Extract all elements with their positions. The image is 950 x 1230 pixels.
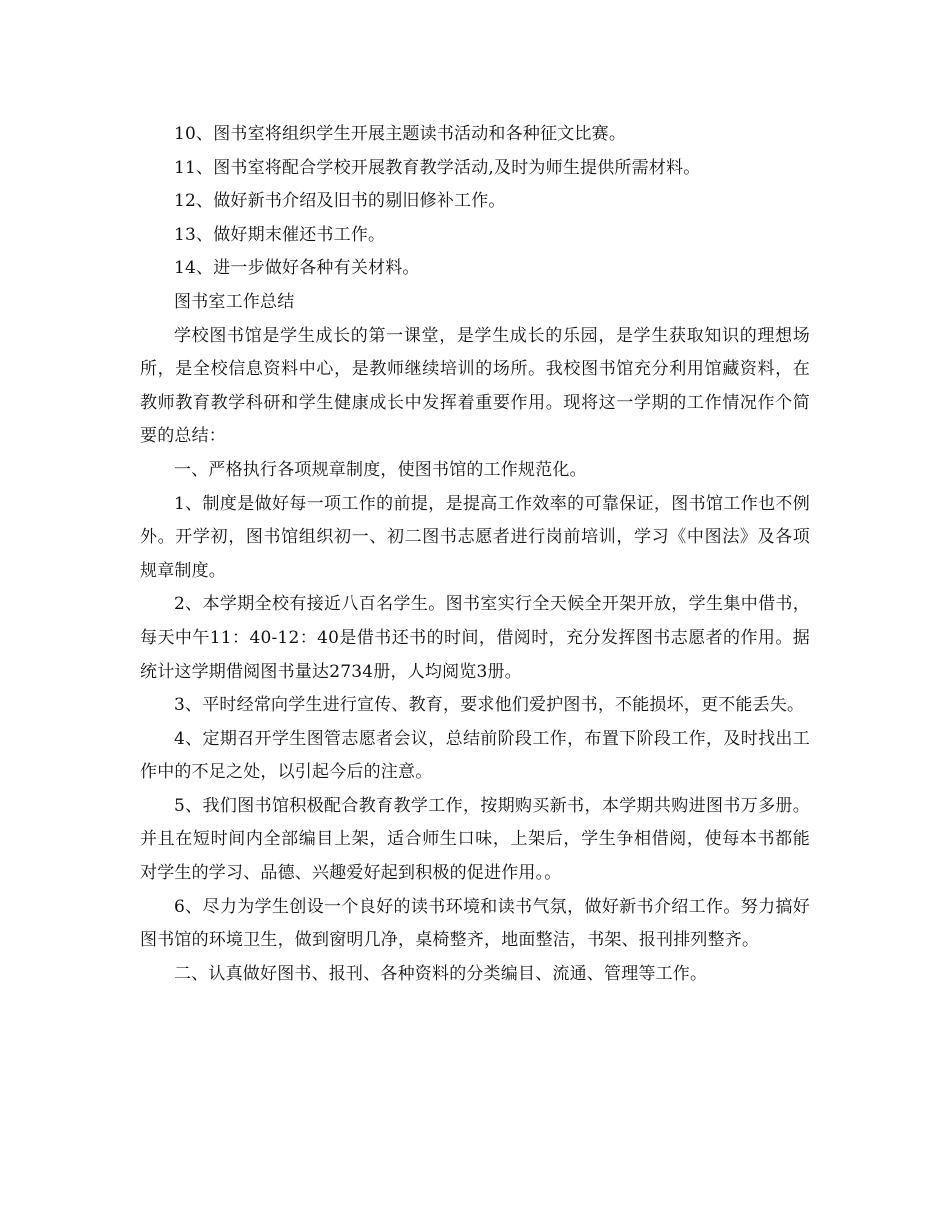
intro-paragraph: 学校图书馆是学生成长的第一课堂，是学生成长的乐园，是学生获取知识的理想场所，是全校信息资料中心，是教师继续培训的场所。我校图书馆充分利用馆藏资料，在教师教育教学科研和学生健康成长中发挥着重要作用。现将这一学期的工作情况作个简要的总结： <box>140 325 810 447</box>
document-body <box>140 118 810 991</box>
paragraph-item-14: 14、进一步做好各种有关材料。 <box>174 258 420 279</box>
point-6-paragraph: 6、尽力为学生创设一个良好的读书环境和读书气氛，做好新书介绍工作。努力搞好图书馆的环境卫生，做到窗明几净，桌椅整齐，地面整洁，书架、报刊排列整齐。 <box>140 896 810 951</box>
paragraph-item-11: 11、图书室将配合学校开展教育教学活动,及时为师生提供所需材料。 <box>174 157 701 178</box>
point-3-paragraph: 3、平时经常向学生进行宣传、教育，要求他们爱护图书，不能损坏，更不能丢失。 <box>174 695 805 716</box>
paragraph-item-12: 12、做好新书介绍及旧书的剔旧修补工作。 <box>174 191 506 212</box>
section-heading-1: 一、严格执行各项规章制度，使图书馆的工作规范化。 <box>174 459 587 480</box>
point-4-paragraph: 4、定期召开学生图管志愿者会议，总结前阶段工作，布置下阶段工作，及时找出工作中的不足之处，以引起今后的注意。 <box>140 728 810 783</box>
point-2-paragraph: 2、本学期全校有接近八百名学生。图书室实行全天候全开架开放，学生集中借书，每天中午11：40-12：40是借书还书的时间，借阅时，充分发挥图书志愿者的作用。据统计这学期借阅图书量达2734册，人均阅览3册。 <box>140 594 810 682</box>
paragraph-item-13: 13、做好期末催还书工作。 <box>174 224 386 245</box>
paragraph-item-10: 10、图书室将组织学生开展主题读书活动和各种征文比赛。 <box>174 124 627 144</box>
point-1-paragraph: 1、制度是做好每一项工作的前提，是提高工作效率的可靠保证，图书馆工作也不例外。开学初，图书馆组织初一、初二图书志愿者进行岗前培训，学习《中图法》及各项规章制度。 <box>140 493 810 581</box>
point-5-paragraph: 5、我们图书馆积极配合教育教学工作，按期购买新书，本学期共购进图书万多册。并且在短时间内全部编目上架，适合师生口味，上架后，学生争相借阅，使每本书都能对学生的学习、品德、兴趣爱好起到积极的促进作用。。 <box>140 795 810 884</box>
section-title: 图书室工作总结 <box>174 291 295 312</box>
section-heading-2: 二、认真做好图书、报刊、各种资料的分类编目、流通、管理等工作。 <box>174 963 708 984</box>
